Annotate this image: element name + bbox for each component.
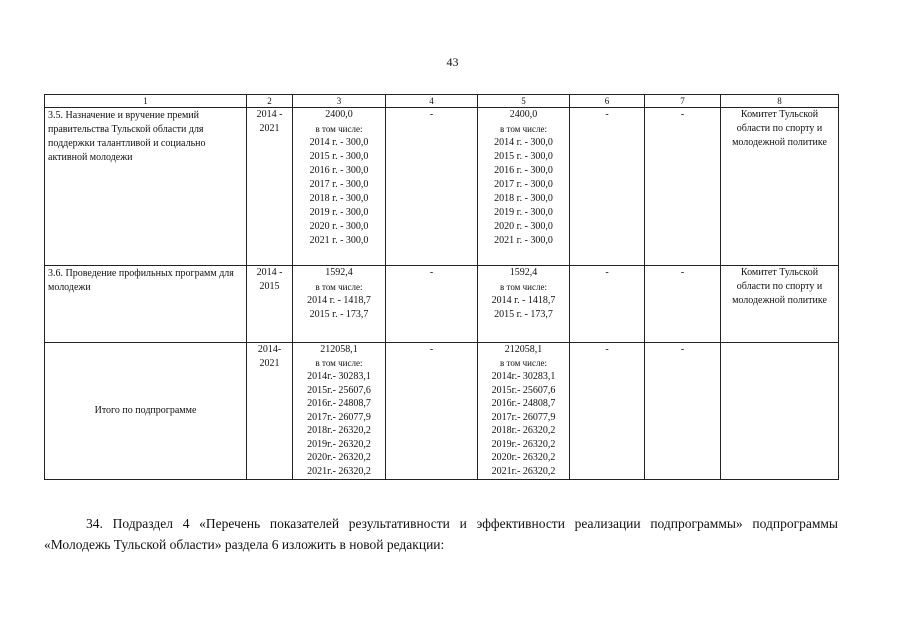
- funding-line: 2017 г. - 300,0: [309, 179, 369, 190]
- responsible-executor-empty: [721, 343, 839, 480]
- funding-line: 2021 г. - 300,0: [494, 235, 553, 246]
- header-cell: 3: [293, 95, 386, 108]
- funding-line: 2019 г. - 300,0: [494, 207, 553, 218]
- period-end: 2021: [259, 357, 280, 369]
- funding-line: в том числе:: [315, 124, 363, 134]
- table-row: [45, 266, 839, 343]
- funding-total-cell: [293, 108, 386, 266]
- col6-cell: -: [570, 108, 645, 266]
- total-label: Итого по подпрограмме: [45, 343, 247, 480]
- funding-line: 2016 г. - 300,0: [494, 165, 553, 176]
- funding-line: в том числе:: [500, 124, 547, 134]
- col4-cell: -: [386, 343, 478, 480]
- funding-line: 2015 г. - 173,7: [309, 309, 369, 320]
- funding-total: 1592,4: [509, 267, 538, 278]
- funding-line: 2014г.- 30283,1: [307, 371, 371, 382]
- col7-cell: -: [645, 108, 721, 266]
- funding-line: 2020 г. - 300,0: [309, 221, 369, 232]
- funding-total: 212058,1: [504, 344, 543, 355]
- body-paragraph: [44, 513, 838, 555]
- funding-line: 2014г.- 30283,1: [491, 371, 556, 382]
- regional-budget-cell: [478, 108, 570, 266]
- funding-line: 2017 г. - 300,0: [494, 179, 553, 190]
- funding-line: 2015г.- 25607,6: [307, 384, 371, 396]
- funding-line: 2018 г. - 300,0: [309, 193, 369, 204]
- funding-line: 2018г.- 26320,2: [491, 425, 556, 436]
- funding-line: 2015г.- 25607,6: [491, 384, 556, 396]
- funding-line: в том числе:: [500, 282, 547, 292]
- funding-line: 2020г.- 26320,2: [307, 452, 371, 463]
- funding-line: 2016 г. - 300,0: [309, 165, 369, 176]
- subprogram-table: [44, 94, 839, 480]
- header-cell: 7: [645, 95, 721, 108]
- funding-line: 2019г.- 26320,2: [307, 438, 371, 450]
- header-row: [45, 95, 839, 108]
- funding-total-cell: [293, 343, 386, 480]
- total-row: [45, 343, 839, 480]
- funding-line: в том числе:: [500, 357, 547, 368]
- funding-line: 2016г.- 24808,7: [307, 398, 371, 409]
- col6-cell: -: [570, 266, 645, 343]
- funding-line: 2021г.- 26320,2: [307, 465, 371, 477]
- col4-cell: -: [386, 266, 478, 343]
- funding-line: в том числе:: [315, 357, 363, 368]
- funding-total: 212058,1: [320, 344, 358, 355]
- funding-line: 2019г.- 26320,2: [491, 438, 556, 450]
- responsible-executor: Комитет Тульской области по спорту и молодежной политике: [721, 108, 839, 266]
- period-start: 2014-: [257, 344, 282, 355]
- header-cell: 5: [478, 95, 570, 108]
- paragraph-text: 34. Подраздел 4 «Перечень показателей результативности и эффективности реализации подпрограммы» подпрограммы «Молодежь Тульской области» раздела 6 изложить в новой редакции:: [44, 516, 838, 552]
- period-cell: [247, 108, 293, 266]
- funding-line: 2021г.- 26320,2: [491, 465, 556, 477]
- funding-line: 2018 г. - 300,0: [494, 193, 553, 204]
- col4-cell: -: [386, 108, 478, 266]
- funding-total: 1592,4: [325, 267, 353, 278]
- header-cell: 8: [721, 95, 839, 108]
- funding-line: 2015 г. - 300,0: [309, 151, 369, 162]
- activity-name: 3.5. Назначение и вручение премий правительства Тульской области для поддержки талантливой и социально активной молодежи: [45, 108, 247, 266]
- funding-line: 2015 г. - 173,7: [494, 309, 553, 320]
- funding-line: 2019 г. - 300,0: [309, 207, 369, 218]
- activity-name: 3.6. Проведение профильных программ для молодежи: [45, 266, 247, 343]
- period-start: 2014 -: [256, 109, 283, 120]
- col6-cell: -: [570, 343, 645, 480]
- funding-line: 2014 г. - 1418,7: [307, 295, 371, 306]
- funding-line: 2020г.- 26320,2: [491, 452, 556, 463]
- funding-line: 2014 г. - 300,0: [309, 137, 369, 148]
- header-cell: 4: [386, 95, 478, 108]
- header-cell: 2: [247, 95, 293, 108]
- funding-line: 2015 г. - 300,0: [494, 151, 553, 162]
- regional-budget-cell: [478, 343, 570, 480]
- header-cell: 6: [570, 95, 645, 108]
- regional-budget-cell: [478, 266, 570, 343]
- funding-line: в том числе:: [315, 282, 363, 292]
- period-end: 2021: [259, 123, 280, 134]
- funding-line: 2017г.- 26077,9: [307, 411, 371, 423]
- period-end: 2015: [259, 281, 280, 292]
- funding-line: 2021 г. - 300,0: [309, 235, 369, 246]
- period-cell: [247, 266, 293, 343]
- funding-line: 2014 г. - 1418,7: [491, 295, 556, 306]
- funding-line: 2018г.- 26320,2: [307, 425, 371, 436]
- table-row: [45, 108, 839, 266]
- funding-line: 2014 г. - 300,0: [494, 137, 553, 148]
- col7-cell: -: [645, 343, 721, 480]
- funding-line: 2016г.- 24808,7: [491, 398, 556, 409]
- funding-total: 2400,0: [509, 109, 538, 120]
- page-number: 43: [446, 55, 459, 69]
- period-cell: [247, 343, 293, 480]
- funding-line: 2017г.- 26077,9: [491, 411, 556, 423]
- col7-cell: -: [645, 266, 721, 343]
- funding-total-cell: [293, 266, 386, 343]
- funding-line: 2020 г. - 300,0: [494, 221, 553, 232]
- period-start: 2014 -: [256, 267, 283, 278]
- funding-total: 2400,0: [325, 109, 353, 120]
- header-cell: 1: [45, 95, 247, 108]
- responsible-executor: Комитет Тульской области по спорту и молодежной политике: [721, 266, 839, 343]
